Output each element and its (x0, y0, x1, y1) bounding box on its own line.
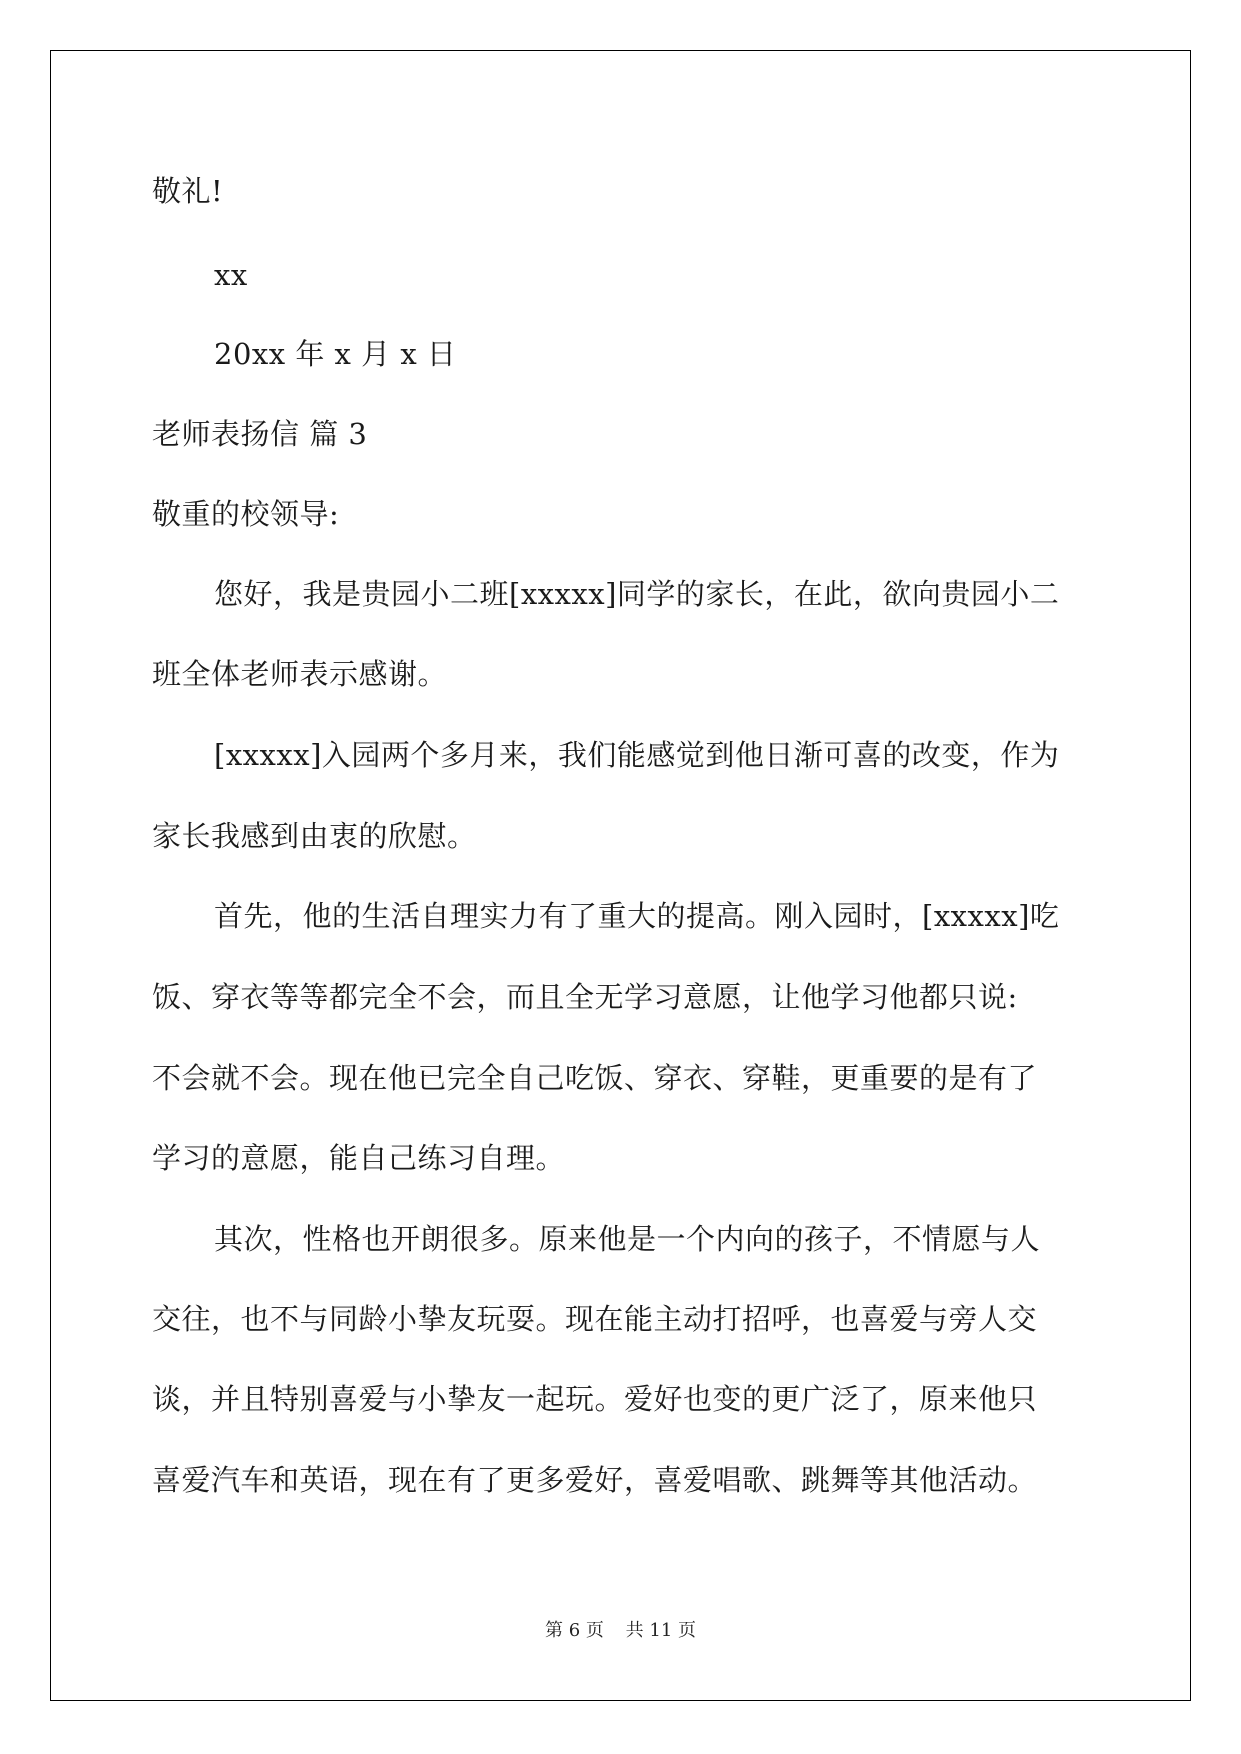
page-total: 共 11 页 (625, 1620, 696, 1641)
body-line: 不会就不会。现在他已完全自己吃饭、穿衣、穿鞋，更重要的是有了 (152, 1061, 1038, 1095)
page-footer (0, 1616, 1241, 1642)
body-line: 饭、穿衣等等都完全不会，而且全无学习意愿，让他学习他都只说: (152, 980, 1018, 1014)
body-line: 学习的意愿，能自己练习自理。 (152, 1141, 566, 1175)
page-border (50, 50, 1191, 1701)
signature-date: 20xx 年 x 月 x 日 (214, 337, 457, 371)
salutation: 敬重的校领导: (152, 497, 340, 531)
body-line: 喜爱汽车和英语，现在有了更多爱好，喜爱唱歌、跳舞等其他活动。 (152, 1463, 1038, 1497)
body-line: 您好，我是贵园小二班[xxxxx]同学的家长，在此，欲向贵园小二 (214, 577, 1060, 611)
body-line: 家长我感到由衷的欣慰。 (152, 819, 477, 853)
body-line: 首先，他的生活自理实力有了重大的提高。刚入园时，[xxxxx]吃 (214, 899, 1060, 933)
body-line: 班全体老师表示感谢。 (152, 657, 448, 691)
closing-salute: 敬礼! (152, 174, 224, 208)
body-line: 谈，并且特别喜爱与小挚友一起玩。爱好也变的更广泛了，原来他只 (152, 1382, 1038, 1416)
page-number: 第 6 页 (545, 1620, 604, 1641)
section-title: 老师表扬信 篇 3 (152, 417, 368, 451)
body-line: 交往，也不与同龄小挚友玩耍。现在能主动打招呼，也喜爱与旁人交 (152, 1302, 1038, 1336)
body-line: [xxxxx]入园两个多月来，我们能感觉到他日渐可喜的改变，作为 (214, 738, 1060, 772)
signature-name: xx (214, 258, 248, 292)
body-line: 其次，性格也开朗很多。原来他是一个内向的孩子，不情愿与人 (214, 1222, 1041, 1256)
